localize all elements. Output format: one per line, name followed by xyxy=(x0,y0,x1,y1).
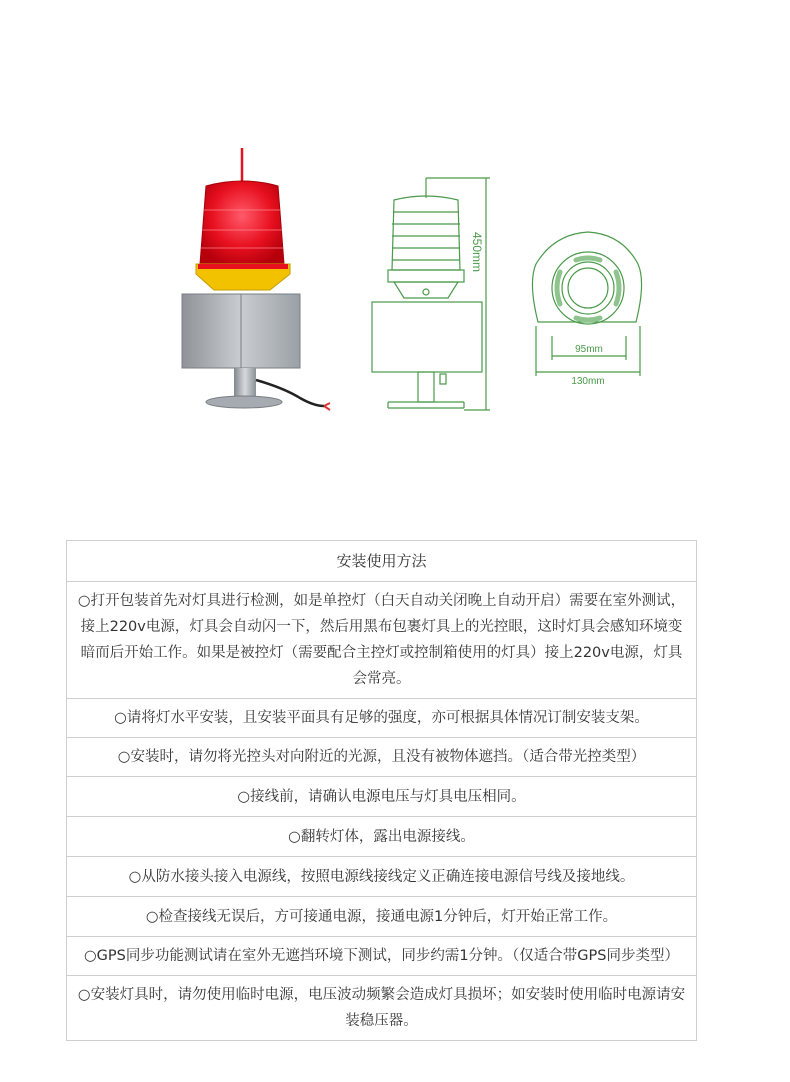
instruction-item: ○请将灯水平安装，且安装平面具有足够的强度，亦可根据具体情况订制安装支架。 xyxy=(67,699,697,738)
table-row xyxy=(67,976,697,1041)
instruction-item: ○安装灯具时，请勿使用临时电源，电压波动频繁会造成灯具损坏；如安装时使用临时电源请安装稳压器。 xyxy=(67,976,697,1041)
instruction-item: ○接线前，请确认电源电压与灯具电压相同。 xyxy=(67,777,697,817)
instruction-item: ○打开包装首先对灯具进行检测，如是单控灯（白天自动关闭晚上自动开启）需要在室外测试，接上220v电源，灯具会自动闪一下，然后用黑布包裹灯具上的光控眼，这时灯具会感知环境变暗而后开始工作。如果是被控灯（需要配合主控灯或控制箱使用的灯具）接上220v电源，灯具会常亮。 xyxy=(67,582,697,699)
product-photo xyxy=(144,140,352,422)
table-row xyxy=(67,699,697,738)
table-row xyxy=(67,817,697,857)
table-row xyxy=(67,777,697,817)
instruction-item: ○翻转灯体，露出电源接线。 xyxy=(67,817,697,857)
table-row xyxy=(67,582,697,699)
instruction-item: ○安装时，请勿将光控头对向附近的光源，且没有被物体遮挡。（适合带光控类型） xyxy=(67,738,697,777)
table-title: 安装使用方法 xyxy=(67,541,697,582)
height-dimension-label: 450mm xyxy=(470,232,484,273)
product-figure xyxy=(144,140,650,422)
instructions-table-wrapper xyxy=(66,540,697,1041)
side-view-drawing xyxy=(372,178,490,410)
table-header-row xyxy=(67,541,697,582)
table-row xyxy=(67,937,697,976)
table-row xyxy=(67,738,697,777)
instructions-table xyxy=(66,540,697,1041)
instruction-item: ○从防水接头接入电源线，按照电源线接线定义正确连接电源信号线及接地线。 xyxy=(67,857,697,897)
outer-width-dimension-label: 130mm xyxy=(571,376,605,387)
instruction-item: ○GPS同步功能测试请在室外无遮挡环境下测试，同步约需1分钟。（仅适合带GPS同步类型） xyxy=(67,937,697,976)
inner-width-dimension-label: 95mm xyxy=(575,344,603,355)
instruction-item: ○检查接线无误后，方可接通电源，接通电源1分钟后，灯开始正常工作。 xyxy=(67,897,697,937)
table-row xyxy=(67,897,697,937)
table-row xyxy=(67,857,697,897)
obstruction-light-illustration xyxy=(144,140,650,422)
